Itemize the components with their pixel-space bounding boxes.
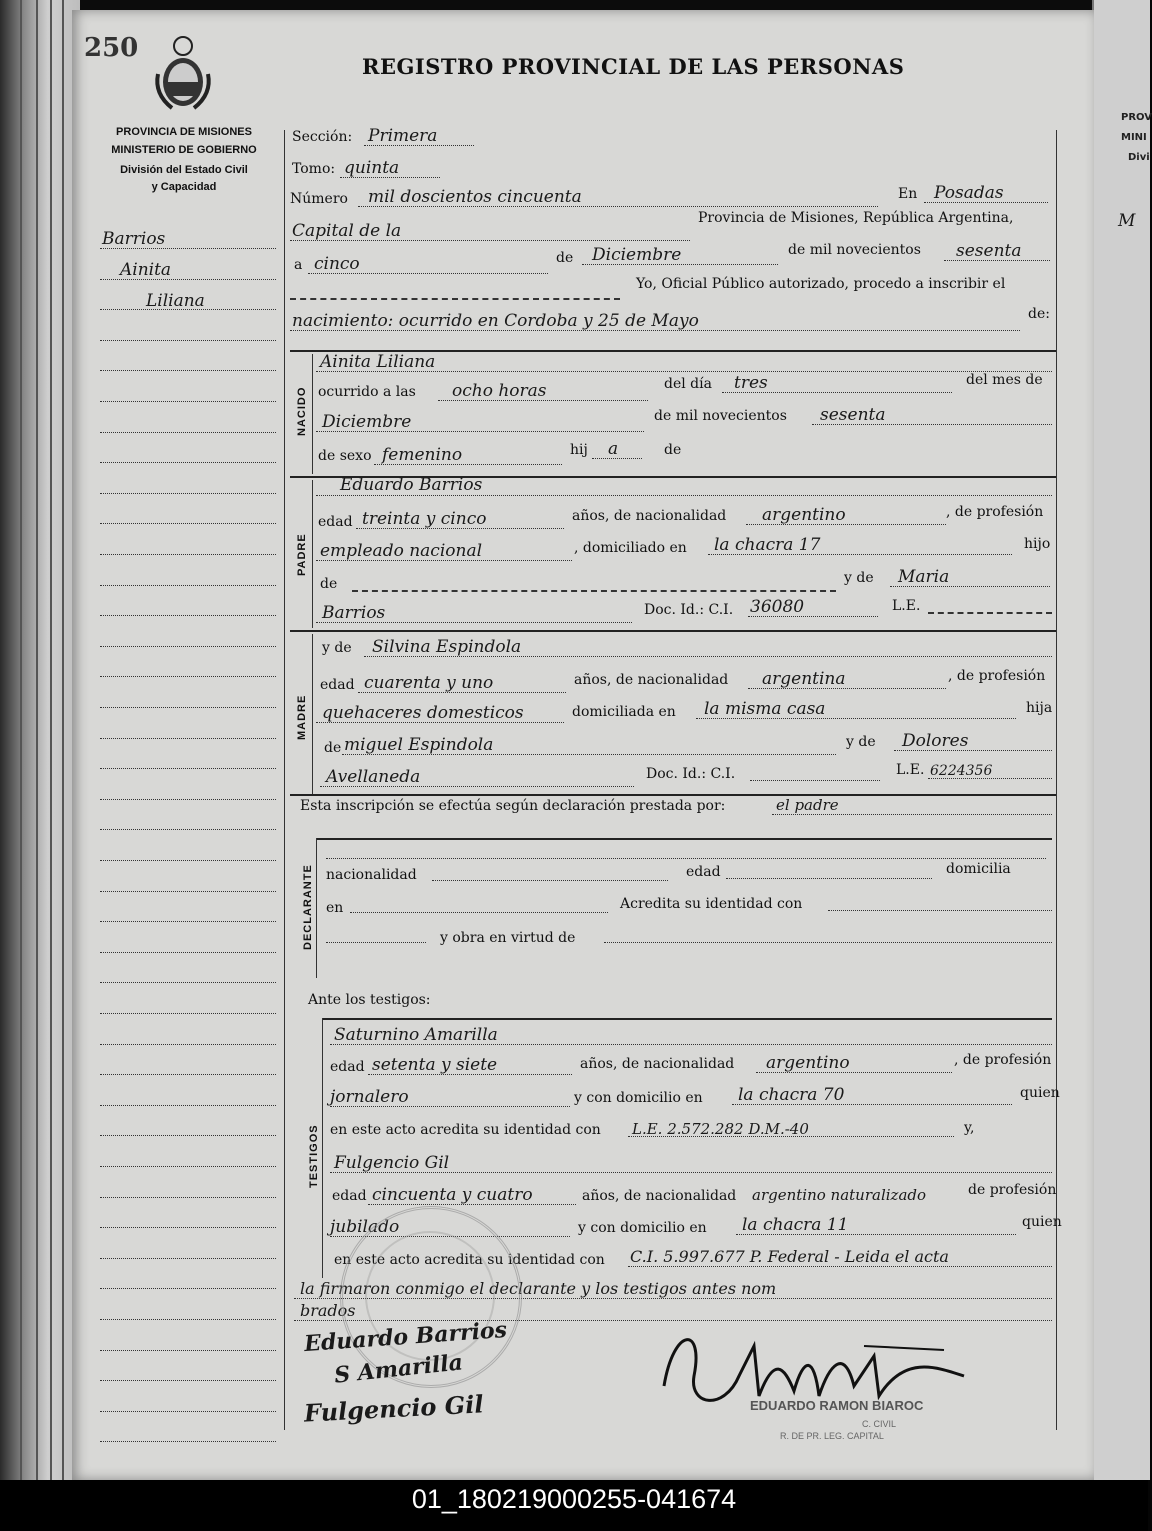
sidebar-line	[100, 309, 276, 310]
sidebar-line	[100, 370, 276, 371]
sidebar-line	[100, 1166, 276, 1167]
acta-type: nacimiento: ocurrido en Cordoba y 25 de Mayo	[292, 311, 699, 331]
birth-year: sesenta	[820, 405, 886, 425]
sidebar-line	[100, 1044, 276, 1045]
father-nac-label: años, de nacionalidad	[572, 508, 727, 524]
mil-label: de mil novecientos	[654, 408, 787, 424]
fill-line	[356, 528, 564, 529]
sidebar-line	[100, 523, 276, 524]
fill-line	[924, 202, 1048, 203]
witness2-edad-label: edad	[332, 1188, 367, 1204]
fill-line	[628, 1136, 954, 1137]
witness1-prof-label: , de profesión	[954, 1052, 1052, 1068]
fill-line	[772, 814, 1052, 815]
sidebar-line	[100, 646, 276, 647]
witness2-profession: jubilado	[330, 1217, 400, 1237]
witness1-edad-label: edad	[330, 1059, 365, 1075]
sidebar-line	[100, 340, 276, 341]
fill-line	[722, 392, 952, 393]
adjacent-page-text: PROV	[1121, 112, 1152, 123]
tomo-label: Tomo:	[292, 161, 336, 177]
coat-of-arms-icon	[152, 34, 214, 114]
father-dom-label: , domiciliado en	[574, 540, 687, 556]
mother-y-de-label: y de	[322, 640, 352, 656]
fill-line	[628, 1266, 1052, 1267]
sidebar-line	[100, 829, 276, 830]
hijo-label: hijo	[1024, 536, 1051, 552]
sidebar-line	[100, 1227, 276, 1228]
declarante-section-label: DECLARANTE	[302, 864, 314, 950]
sexo-label: de sexo	[318, 448, 372, 464]
tomo-value: quinta	[344, 158, 400, 178]
adjacent-page-text: Divi	[1128, 152, 1150, 163]
fill-line	[316, 622, 632, 623]
sidebar-line	[100, 860, 276, 861]
capital-value: Capital de la	[292, 221, 402, 241]
fill-line	[340, 177, 440, 178]
ante-testigos-label: Ante los testigos:	[308, 992, 431, 1008]
birth-day: tres	[734, 373, 768, 393]
child-sex: femenino	[382, 445, 463, 465]
fill-line	[746, 524, 946, 525]
official-stamp-sub2: C. CIVIL	[862, 1419, 897, 1429]
en-value: Posadas	[934, 183, 1004, 203]
sidebar-line	[100, 799, 276, 800]
fill-line	[320, 786, 634, 787]
mother-le-label: L.E.	[896, 762, 925, 778]
declarante-dom-label: domicilia	[946, 861, 1011, 877]
father-nationality: argentino	[762, 505, 846, 525]
sidebar-line	[100, 432, 276, 433]
book-spine	[0, 0, 80, 1480]
fill-line	[750, 780, 880, 781]
section-line	[312, 634, 313, 794]
official-stamp-sub: R. DE PR. LEG. CAPITAL	[780, 1431, 884, 1441]
del-mes-label: del mes de	[966, 372, 1043, 388]
witness2-document: C.I. 5.997.677 P. Federal - Leida el acta	[630, 1247, 949, 1266]
office-division: División del Estado Civil	[120, 164, 248, 176]
father-age: treinta y cinco	[362, 509, 487, 529]
witness2-name: Fulgencio Gil	[334, 1153, 450, 1173]
padre-section-label: PADRE	[296, 533, 308, 576]
adjacent-page-handwriting: M	[1118, 211, 1136, 231]
sidebar-line	[100, 1319, 276, 1320]
section-line	[312, 480, 313, 628]
witness1-address: la chacra 70	[738, 1085, 845, 1105]
sidebar-line	[100, 921, 276, 922]
frame-right-line	[1056, 130, 1057, 1430]
father-doc-label: Doc. Id.: C.I.	[644, 602, 734, 618]
fill-line	[592, 458, 642, 459]
mother-edad-label: edad	[320, 677, 355, 693]
father-y-de-label: y de	[844, 570, 874, 586]
fill-line	[330, 1044, 1052, 1045]
signature-witness1: S Amarilla	[332, 1349, 465, 1389]
fill-line	[828, 910, 1052, 911]
registration-month: Diciembre	[592, 245, 682, 265]
sidebar-line	[100, 1197, 276, 1198]
officer-text: Yo, Oficial Público autorizado, procedo a inscribir el	[636, 276, 1006, 292]
fill-line	[358, 692, 566, 693]
fill-line	[944, 260, 1050, 261]
fill-line	[928, 778, 1052, 779]
office-province: PROVINCIA DE MISIONES	[116, 126, 252, 138]
witness-y-label: y,	[964, 1120, 975, 1136]
fill-line	[364, 145, 474, 146]
sidebar-line	[100, 554, 276, 555]
sidebar-line	[100, 1380, 276, 1381]
fill-line	[316, 560, 572, 561]
witness1-dom-label: y con domicilio en	[574, 1090, 703, 1106]
mother-name: Silvina Espindola	[372, 637, 522, 657]
image-caption: 01_180219000255-041674	[411, 1484, 737, 1514]
year-label: de mil novecientos	[788, 242, 921, 258]
ocurrido-label: ocurrido a las	[318, 384, 416, 400]
mother-age: cuarenta y uno	[364, 673, 494, 693]
section-line	[316, 838, 317, 978]
sidebar-line	[100, 768, 276, 769]
mother-address: la misma casa	[704, 699, 826, 719]
father-address: la chacra 17	[714, 535, 821, 555]
fill-line	[732, 1104, 1012, 1105]
sidebar-line	[100, 1288, 276, 1289]
sidebar-line	[100, 891, 276, 892]
witness2-acredita-label: en este acto acredita su identidad con	[334, 1252, 605, 1268]
witness2-address: la chacra 11	[742, 1215, 849, 1235]
fill-line	[330, 1172, 1052, 1173]
mother-nationality: argentina	[762, 669, 846, 689]
signature-witness2: Fulgencio Gil	[303, 1389, 485, 1428]
closing-line2: brados	[300, 1301, 356, 1320]
sidebar-line	[100, 615, 276, 616]
fill-line	[726, 878, 932, 879]
witness1-profession: jornalero	[330, 1087, 409, 1107]
witness1-acredita-label: en este acto acredita su identidad con	[330, 1122, 601, 1138]
section-divider	[290, 630, 1056, 632]
fill-line	[756, 1072, 952, 1073]
fill-line	[364, 656, 1052, 657]
fill-line	[890, 586, 1050, 587]
testigos-section-label: TESTIGOS	[308, 1124, 320, 1188]
sidebar-line	[100, 401, 276, 402]
numero-label: Número	[290, 191, 348, 207]
section-line	[322, 1018, 323, 1278]
mother-mother-name: Dolores	[902, 731, 969, 751]
sidebar-line	[100, 707, 276, 708]
section-line	[312, 354, 313, 474]
fill-line	[290, 240, 690, 241]
declarante-en-label: en	[326, 900, 344, 916]
registration-year: sesenta	[956, 241, 1022, 261]
mother-doc-label: Doc. Id.: C.I.	[646, 766, 736, 782]
hij-suffix: a	[608, 439, 619, 459]
declaracion-por: el padre	[776, 796, 839, 814]
fill-line	[330, 1106, 570, 1107]
father-name: Eduardo Barrios	[340, 475, 483, 495]
declarante-nac-label: nacionalidad	[326, 867, 417, 883]
seccion-label: Sección:	[292, 129, 353, 145]
sidebar-line	[100, 493, 276, 494]
witness1-nationality: argentino	[766, 1053, 850, 1073]
sidebar-line	[100, 1350, 276, 1351]
province-text: Provincia de Misiones, República Argentina,	[698, 210, 1014, 226]
sidebar-line	[100, 279, 276, 280]
fill-line	[308, 273, 548, 274]
office-division-sub: y Capacidad	[151, 181, 217, 193]
sidebar-first-name: Ainita	[120, 260, 172, 280]
witness2-nac-label: años, de nacionalidad	[582, 1188, 737, 1204]
witness1-document: L.E. 2.572.282 D.M.-40	[632, 1120, 809, 1138]
sidebar-middle-name: Liliana	[146, 291, 205, 311]
a-label: a	[294, 257, 303, 273]
fill-line	[748, 616, 878, 617]
de-label: de	[556, 250, 574, 266]
fill-line	[316, 495, 1052, 496]
en-label: En	[898, 186, 918, 202]
sidebar-line	[100, 1074, 276, 1075]
page-number: 250	[84, 33, 139, 63]
father-prof-label: , de profesión	[946, 504, 1044, 520]
sidebar-line	[100, 1258, 276, 1259]
hija-label: hija	[1026, 700, 1053, 716]
fill-line	[736, 1234, 1016, 1235]
fill-line	[696, 718, 1016, 719]
sidebar-line	[100, 738, 276, 739]
fill-line	[316, 371, 1052, 372]
hij-label: hij	[570, 442, 588, 458]
fill-line	[316, 431, 644, 432]
sidebar-line	[100, 1441, 276, 1442]
section-divider	[316, 838, 1052, 840]
mother-y-de2-label: y de	[846, 734, 876, 750]
father-le-label: L.E.	[892, 598, 921, 614]
fill-line	[290, 298, 620, 300]
witness1-age: setenta y siete	[372, 1055, 498, 1075]
mother-de-label: de	[324, 740, 342, 756]
fill-line	[368, 1204, 576, 1205]
witness1-name: Saturnino Amarilla	[334, 1025, 498, 1045]
fill-line	[290, 330, 1020, 331]
birth-month: Diciembre	[322, 412, 412, 432]
sidebar-line	[100, 1411, 276, 1412]
office-ministry: MINISTERIO DE GOBIERNO	[111, 144, 257, 156]
witness2-quien-label: quien	[1022, 1214, 1062, 1230]
nacido-section-label: NACIDO	[296, 386, 308, 436]
witness2-age: cincuenta y cuatro	[372, 1185, 533, 1205]
sidebar-line	[100, 676, 276, 677]
madre-section-label: MADRE	[296, 694, 308, 740]
sidebar-line	[100, 1105, 276, 1106]
fill-line	[894, 750, 1052, 751]
sidebar-line	[100, 1135, 276, 1136]
witness2-dom-label: y con domicilio en	[578, 1220, 707, 1236]
section-divider	[290, 794, 1056, 796]
father-edad-label: edad	[318, 514, 353, 530]
birth-hour: ocho horas	[452, 381, 547, 401]
fill-line	[352, 590, 836, 592]
declaracion-text: Esta inscripción se efectúa según declaración prestada por:	[300, 798, 726, 814]
fill-line	[374, 464, 562, 465]
mother-le: 6224356	[930, 763, 993, 779]
fill-line	[432, 880, 668, 881]
sidebar-line	[100, 1013, 276, 1014]
fill-line	[438, 400, 648, 401]
seccion-value: Primera	[368, 126, 438, 146]
de-colon-label: de:	[1028, 306, 1050, 322]
official-stamp-name: EDUARDO RAMON BIAROC	[750, 1398, 924, 1413]
father-ci: 36080	[750, 597, 805, 617]
adjacent-page	[1092, 0, 1150, 1480]
fill-line	[604, 942, 1052, 943]
mother-dom-label: domiciliada en	[572, 704, 676, 720]
witness1-nac-label: años, de nacionalidad	[580, 1056, 735, 1072]
fill-line	[582, 264, 778, 265]
declarante-edad-label: edad	[686, 864, 721, 880]
sidebar-line	[100, 462, 276, 463]
mother-nac-label: años, de nacionalidad	[574, 672, 729, 688]
fill-line	[812, 424, 1052, 425]
child-name: Ainita Liliana	[320, 352, 436, 372]
fill-line	[708, 554, 1012, 555]
del-dia-label: del día	[664, 376, 712, 392]
mother-profession: quehaceres domesticos	[322, 703, 524, 723]
sidebar-line	[100, 585, 276, 586]
witness1-quien-label: quien	[1020, 1085, 1060, 1101]
father-mother-name: Maria	[898, 567, 950, 587]
declarante-obra-label: y obra en virtud de	[440, 930, 576, 946]
sidebar-surname: Barrios	[102, 229, 166, 249]
fill-line	[748, 688, 946, 689]
section-divider	[322, 1018, 1052, 1020]
fill-line	[342, 754, 836, 755]
page-title: REGISTRO PROVINCIAL DE LAS PERSONAS	[362, 54, 905, 79]
frame-left-line	[284, 130, 285, 1430]
hij-de-label: de	[664, 442, 682, 458]
sidebar-line	[100, 952, 276, 953]
mother-father-name: miguel Espindola	[344, 735, 494, 755]
fill-line	[350, 912, 608, 913]
fill-line	[928, 612, 1052, 614]
sidebar-line	[100, 982, 276, 983]
father-profession: empleado nacional	[320, 541, 483, 561]
mother-prof-label: , de profesión	[948, 668, 1046, 684]
fill-line	[368, 1074, 572, 1075]
registry-page	[72, 10, 1094, 1480]
registration-day: cinco	[314, 254, 360, 274]
closing-line1: la firmaron conmigo el declarante y los testigos antes nom	[300, 1279, 777, 1298]
numero-value: mil doscientos cincuenta	[368, 187, 582, 207]
witness2-prof-label: de profesión	[968, 1182, 1057, 1198]
signature-declarante: Eduardo Barrios	[303, 1316, 508, 1358]
father-mother-surname: Barrios	[322, 603, 386, 623]
witness2-nationality: argentino naturalizado	[752, 1186, 927, 1204]
fill-line	[358, 206, 878, 207]
fill-line	[316, 722, 564, 723]
father-de-label: de	[320, 576, 338, 592]
adjacent-page-text: MINI	[1121, 132, 1147, 143]
mother-mother-surname: Avellaneda	[326, 767, 421, 787]
declarante-acredita-label: Acredita su identidad con	[620, 896, 803, 912]
fill-line	[326, 858, 1046, 859]
sidebar-line	[100, 248, 276, 249]
fill-line	[326, 942, 426, 943]
